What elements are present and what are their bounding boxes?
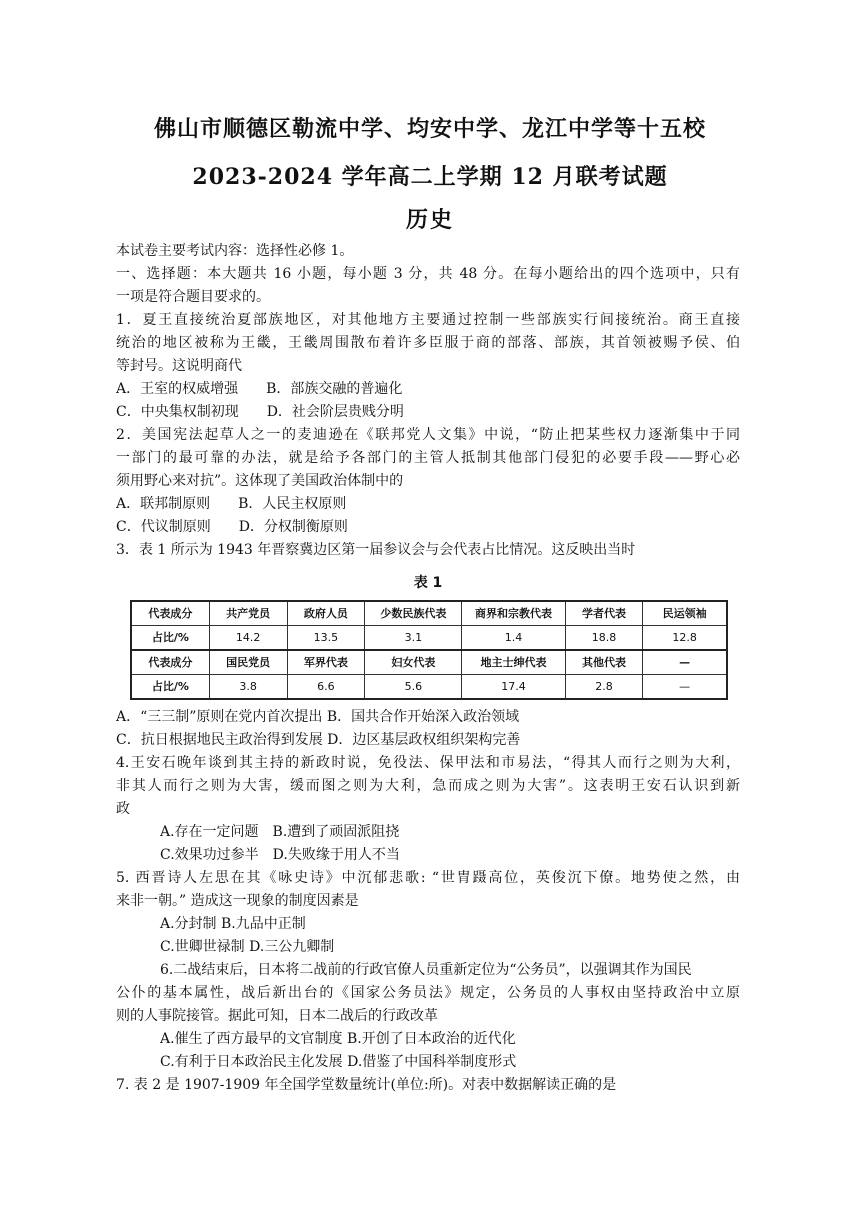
question-text-line: 则的人事院接管。据此可知，日本二战后的行政改革 [116, 1008, 438, 1024]
question-6 [116, 959, 740, 1074]
section-instruction-line-1: 一、选择题：本大题共 16 小题，每小题 3 分，共 48 分。在每小题给出的四个选项中，只有 [116, 266, 740, 282]
table-row [131, 650, 727, 675]
table-cell: 军界代表 [287, 650, 365, 675]
school-title: 佛山市顺德区勒流中学、均安中学、龙江中学等十五校 [153, 117, 706, 142]
table-row-header: 占比/% [131, 626, 209, 651]
question-text-line: 须用野心来对抗”。这体现了美国政治体制中的 [116, 473, 404, 489]
question-text-line: 6.二战结束后，日本将二战前的行政官僚人员重新定位为“公务员”，以强调其作为国民 [160, 962, 692, 978]
table-row-header: 占比/% [131, 675, 209, 700]
question-3 [116, 539, 740, 752]
question-text-line: 公仆的基本属性，战后新出台的《国家公务员法》规定，公务员的人事权由坚持政治中立原 [116, 985, 740, 1001]
table-cell: — [643, 650, 727, 675]
table-cell: 政府人员 [287, 601, 365, 626]
section-instruction-line-2: 一项是符合题目要求的。 [116, 289, 270, 305]
table-cell: 2.8 [565, 675, 643, 700]
table-cell: 5.6 [365, 675, 462, 700]
options-ab: A.分封制 B.九品中正制 [160, 916, 306, 932]
question-text-line: 1．夏王直接统治夏部族地区，对其他地方主要通过控制一些部族实行间接统治。商王直接 [116, 312, 740, 328]
table-row [131, 601, 727, 626]
exam-title: 2023-2024 学年高二上学期 12 月联考试题 [192, 164, 668, 190]
table-cell: 17.4 [462, 675, 565, 700]
table-cell: 3.1 [365, 626, 462, 651]
question-text-line: 2．美国宪法起草人之一的麦迪逊在《联邦党人文集》中说，“防止把某些权力逐渐集中于同 [116, 427, 740, 443]
options-cd: C．代议制原则 D．分权制衡原则 [116, 519, 348, 535]
options-cd: C．中央集权制初现 D．社会阶层贵贱分明 [116, 404, 404, 420]
question-text-line: 等封号。这说明商代 [116, 358, 242, 374]
options-ab: A．“三三制”原则在党内首次提出 B．国共合作开始深入政治领域 [116, 709, 520, 725]
table-cell: 共产党员 [209, 601, 287, 626]
table-row [131, 626, 727, 651]
exam-body [116, 240, 740, 1097]
table-cell: 学者代表 [565, 601, 643, 626]
question-text-line: 统治的地区被称为王畿，王畿周围散布着许多臣服于商的部落、部族，其首领被赐予侯、伯 [116, 335, 740, 351]
options-cd: C.世卿世禄制 D.三公九卿制 [160, 939, 335, 955]
question-text-line: 3．表 1 所示为 1943 年晋察冀边区第一届参议会与会代表占比情况。这反映出当时 [116, 542, 636, 558]
question-text-line: 来非一朝。” 造成这一现象的制度因素是 [116, 893, 359, 909]
table-cell: 13.5 [287, 626, 365, 651]
question-4 [116, 752, 740, 867]
table-caption: 表 1 [413, 575, 443, 591]
question-text-line: 5. 西晋诗人左思在其《咏史诗》中沉郁悲歌: “世胄蹑高位，英俊沉下僚。地势使之然，由 [116, 870, 740, 886]
table-cell: 商界和宗教代表 [462, 601, 565, 626]
table-cell: 14.2 [209, 626, 287, 651]
table-cell: 3.8 [209, 675, 287, 700]
options-ab: A.存在一定问题 B.遭到了顽固派阻挠 [160, 824, 400, 840]
table-cell: 其他代表 [565, 650, 643, 675]
question-text-line: 政 [116, 801, 130, 817]
table-cell: 6.6 [287, 675, 365, 700]
table-cell: 国民党员 [209, 650, 287, 675]
question-5 [116, 867, 740, 959]
table-cell: 地主士绅代表 [462, 650, 565, 675]
subject-title: 历史 [405, 208, 454, 233]
table-cell: — [643, 675, 727, 700]
question-2 [116, 424, 740, 539]
table-cell: 妇女代表 [365, 650, 462, 675]
table-cell: 少数民族代表 [365, 601, 462, 626]
question-7 [116, 1074, 740, 1097]
exam-scope: 本试卷主要考试内容：选择性必修 1。 [116, 243, 354, 259]
options-ab: A．联邦制原则 B．人民主权原则 [116, 496, 347, 512]
table-cell: 18.8 [565, 626, 643, 651]
question-1 [116, 309, 740, 424]
table-cell: 1.4 [462, 626, 565, 651]
options-ab: A.催生了西方最早的文官制度 B.开创了日本政治的近代化 [160, 1031, 516, 1047]
question-text-line: 非其人而行之则为大害，缓而图之则为大利，急而成之则为大害”。这表明王安石认识到新 [116, 778, 740, 794]
table-cell: 12.8 [643, 626, 727, 651]
options-ab: A．王室的权威增强 B．部族交融的普遍化 [116, 381, 403, 397]
options-cd: C.效果功过参半 D.失败缘于用人不当 [160, 847, 400, 863]
table-cell: 民运领袖 [643, 601, 727, 626]
question-text-line: 一部门的最可靠的办法，就是给予各部门的主管人抵制其他部门侵犯的必要手段——野心必 [116, 450, 740, 466]
options-cd: C.有利于日本政治民主化发展 D.借鉴了中国科举制度形式 [160, 1054, 517, 1070]
delegate-share-table [130, 600, 728, 700]
table-row-header: 代表成分 [131, 601, 209, 626]
question-text-line: 4.王安石晚年谈到其主持的新政时说，免役法、保甲法和市易法，“得其人而行之则为大利， [116, 755, 740, 771]
question-text-line: 7. 表 2 是 1907-1909 年全国学堂数量统计(单位:所)。对表中数据解读正确的是 [116, 1077, 617, 1093]
table-row-header: 代表成分 [131, 650, 209, 675]
table-row [131, 675, 727, 700]
options-cd: C．抗日根据地民主政治得到发展 D．边区基层政权组织架构完善 [116, 732, 521, 748]
